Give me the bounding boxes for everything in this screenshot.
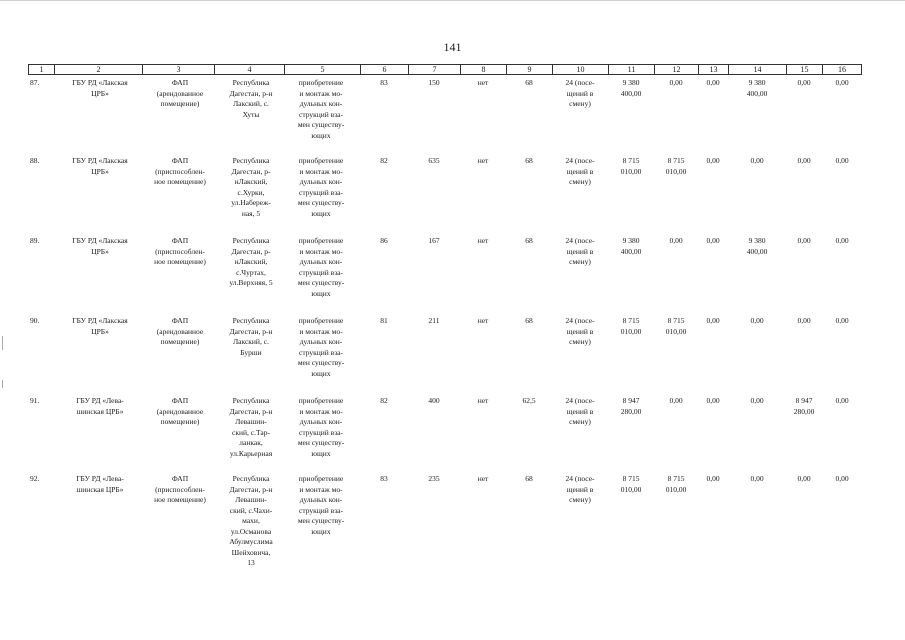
table-row bbox=[28, 396, 862, 476]
column-header: 12 bbox=[655, 65, 699, 74]
cell-col16: 0,00 bbox=[835, 236, 849, 245]
cell-col6: 82 bbox=[380, 156, 388, 165]
cell-col13: 0,00 bbox=[706, 396, 720, 405]
cell-col11: 9 380 400,00 bbox=[620, 78, 642, 98]
organization: ГБУ РД «Лакская ЦРБ» bbox=[72, 156, 128, 176]
table-row bbox=[28, 236, 862, 316]
column-header: 16 bbox=[838, 65, 846, 74]
cell-col12: 8 715 010,00 bbox=[665, 474, 687, 494]
cell-col15: 0,00 bbox=[797, 316, 811, 325]
facility-type: ФАП (арендованное помещение) bbox=[156, 396, 204, 426]
row-number: 87. bbox=[30, 78, 40, 87]
column-header: 14 bbox=[729, 65, 787, 74]
cell-col7: 211 bbox=[428, 316, 440, 325]
cell-col15: 0,00 bbox=[797, 474, 811, 483]
cell-col14: 0,00 bbox=[750, 396, 764, 405]
cell-col6: 81 bbox=[380, 316, 388, 325]
facility-type: ФАП (приспособлен- ное помещение) bbox=[154, 236, 206, 266]
address: Республика Дагестан, р-н Лакский, с. Бурши bbox=[229, 316, 273, 357]
cell-col9: 68 bbox=[525, 316, 533, 325]
action: приобретение и монтаж мо- дульных кон- струкций вза- мен существу- ющих bbox=[297, 78, 345, 140]
table-row bbox=[28, 156, 862, 236]
facility-type: ФАП (арендованное помещение) bbox=[156, 78, 204, 108]
cell-col13: 0,00 bbox=[706, 236, 720, 245]
table-row bbox=[28, 78, 862, 158]
cell-col8: нет bbox=[477, 316, 489, 325]
cell-col13: 0,00 bbox=[706, 78, 720, 87]
cell-col13: 0,00 bbox=[706, 316, 720, 325]
cell-col11: 8 715 010,00 bbox=[620, 156, 642, 176]
cell-col14: 0,00 bbox=[750, 156, 764, 165]
column-header: 5 bbox=[285, 65, 361, 74]
cell-col7: 635 bbox=[428, 156, 440, 165]
cell-col10: 24 (посе- щений в смену) bbox=[565, 396, 595, 426]
cell-col15: 0,00 bbox=[797, 156, 811, 165]
address: Республика Дагестан, р- нЛакский, с.Чуртах, ул.Верхняя, 5 bbox=[229, 236, 273, 287]
address: Республика Дагестан, р-н Лакский, с. Хуты bbox=[229, 78, 273, 119]
table-row bbox=[28, 474, 862, 584]
cell-col6: 83 bbox=[380, 474, 388, 483]
organization: ГБУ РД «Лакская ЦРБ» bbox=[72, 236, 128, 256]
column-header: 10 bbox=[553, 65, 609, 74]
cell-col15: 0,00 bbox=[797, 236, 811, 245]
address: Республика Дагестан, р- нЛакский, с.Хурки, ул.Набереж- ная, 5 bbox=[231, 156, 271, 218]
cell-col6: 82 bbox=[380, 396, 388, 405]
column-header: 13 bbox=[699, 65, 729, 74]
cell-col9: 68 bbox=[525, 236, 533, 245]
cell-col9: 68 bbox=[525, 156, 533, 165]
cell-col10: 24 (посе- щений в смену) bbox=[565, 474, 595, 504]
cell-col12: 8 715 010,00 bbox=[665, 316, 687, 336]
scan-mark bbox=[0, 0, 905, 1]
column-header: 3 bbox=[143, 65, 215, 74]
organization: ГБУ РД «Лева- шинская ЦРБ» bbox=[76, 396, 124, 416]
column-number-header bbox=[28, 64, 862, 75]
column-header: 1 bbox=[29, 65, 55, 74]
cell-col8: нет bbox=[477, 78, 489, 87]
cell-col8: нет bbox=[477, 474, 489, 483]
facility-type: ФАП (приспособлен- ное помещение) bbox=[154, 474, 206, 504]
column-header: 11 bbox=[609, 65, 655, 74]
cell-col9: 68 bbox=[525, 78, 533, 87]
organization: ГБУ РД «Лева- шинская ЦРБ» bbox=[76, 474, 124, 494]
page-number: 141 bbox=[443, 40, 462, 54]
column-header: 4 bbox=[215, 65, 285, 74]
cell-col16: 0,00 bbox=[835, 474, 849, 483]
facility-type: ФАП (приспособлен- ное помещение) bbox=[154, 156, 206, 186]
cell-col14: 0,00 bbox=[750, 474, 764, 483]
cell-col16: 0,00 bbox=[835, 78, 849, 87]
cell-col14: 9 380 400,00 bbox=[746, 236, 768, 256]
row-number: 88. bbox=[30, 156, 40, 165]
cell-col16: 0,00 bbox=[835, 396, 849, 405]
cell-col7: 235 bbox=[428, 474, 440, 483]
scan-mark bbox=[2, 336, 3, 350]
cell-col16: 0,00 bbox=[835, 316, 849, 325]
column-header: 8 bbox=[461, 65, 507, 74]
action: приобретение и монтаж мо- дульных кон- струкций вза- мен существу- ющих bbox=[297, 396, 345, 458]
cell-col8: нет bbox=[477, 396, 489, 405]
cell-col10: 24 (посе- щений в смену) bbox=[565, 316, 595, 346]
cell-col14: 9 380 400,00 bbox=[746, 78, 768, 98]
column-header: 15 bbox=[787, 65, 823, 74]
cell-col10: 24 (посе- щений в смену) bbox=[565, 156, 595, 186]
cell-col12: 0,00 bbox=[669, 78, 683, 87]
organization: ГБУ РД «Лакская ЦРБ» bbox=[72, 316, 128, 336]
row-number: 90. bbox=[30, 316, 40, 325]
row-number: 91. bbox=[30, 396, 40, 405]
facility-type: ФАП (арендованное помещение) bbox=[156, 316, 204, 346]
cell-col12: 8 715 010,00 bbox=[665, 156, 687, 176]
cell-col14: 0,00 bbox=[750, 316, 764, 325]
cell-col7: 167 bbox=[428, 236, 440, 245]
cell-col10: 24 (посе- щений в смену) bbox=[565, 78, 595, 108]
cell-col9: 68 bbox=[525, 474, 533, 483]
address: Республика Дагестан, р-н Левашин- ский, с.Чахи- махи, ул.Османова Абулмуслима Шейховича, 13 bbox=[229, 474, 273, 567]
column-header: 7 bbox=[409, 65, 461, 74]
cell-col6: 86 bbox=[380, 236, 388, 245]
column-header: 6 bbox=[361, 65, 409, 74]
row-number: 89. bbox=[30, 236, 40, 245]
cell-col11: 8 715 010,00 bbox=[620, 316, 642, 336]
cell-col12: 0,00 bbox=[669, 236, 683, 245]
scan-mark bbox=[2, 380, 3, 388]
column-header: 2 bbox=[55, 65, 143, 74]
action: приобретение и монтаж мо- дульных кон- струкций вза- мен существу- ющих bbox=[297, 474, 345, 536]
cell-col15: 0,00 bbox=[797, 78, 811, 87]
cell-col7: 400 bbox=[428, 396, 440, 405]
cell-col8: нет bbox=[477, 236, 489, 245]
cell-col15: 8 947 280,00 bbox=[793, 396, 815, 416]
address: Республика Дагестан, р-н Левашин- ский, с.Тар- ланкак, ул.Карьерная bbox=[229, 396, 273, 458]
cell-col6: 83 bbox=[380, 78, 388, 87]
action: приобретение и монтаж мо- дульных кон- струкций вза- мен существу- ющих bbox=[297, 156, 345, 218]
cell-col9: 62,5 bbox=[522, 396, 536, 405]
action: приобретение и монтаж мо- дульных кон- струкций вза- мен существу- ющих bbox=[297, 316, 345, 378]
cell-col7: 150 bbox=[428, 78, 440, 87]
cell-col13: 0,00 bbox=[706, 156, 720, 165]
column-header: 9 bbox=[507, 65, 553, 74]
cell-col10: 24 (посе- щений в смену) bbox=[565, 236, 595, 266]
cell-col8: нет bbox=[477, 156, 489, 165]
action: приобретение и монтаж мо- дульных кон- струкций вза- мен существу- ющих bbox=[297, 236, 345, 298]
cell-col11: 8 947 280,00 bbox=[620, 396, 642, 416]
cell-col16: 0,00 bbox=[835, 156, 849, 165]
table-row bbox=[28, 316, 862, 396]
cell-col13: 0,00 bbox=[706, 474, 720, 483]
row-number: 92. bbox=[30, 474, 40, 483]
cell-col11: 9 380 400,00 bbox=[620, 236, 642, 256]
cell-col11: 8 715 010,00 bbox=[620, 474, 642, 494]
cell-col12: 0,00 bbox=[669, 396, 683, 405]
organization: ГБУ РД «Лакская ЦРБ» bbox=[72, 78, 128, 98]
